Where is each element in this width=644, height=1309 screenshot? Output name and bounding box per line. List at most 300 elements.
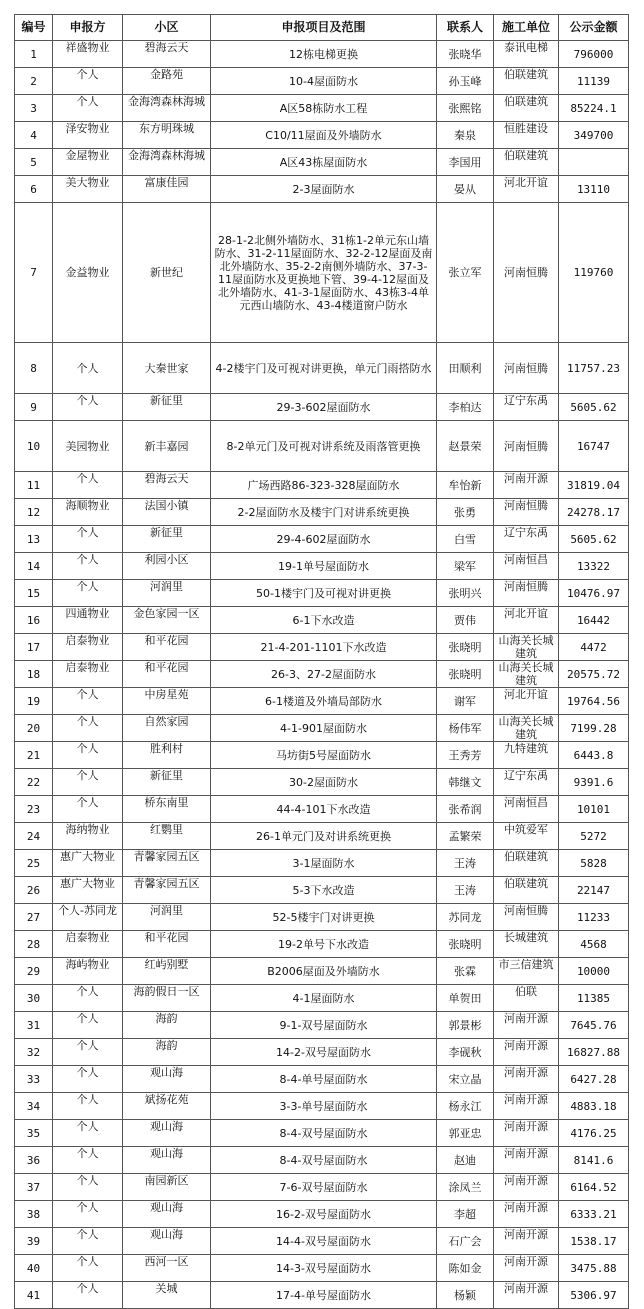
row-builder-text: 河南开源: [504, 1012, 548, 1025]
row-builder-text: 河南开源: [504, 1255, 548, 1268]
row-community: [123, 580, 211, 607]
row-community-text: 观山海: [150, 1066, 183, 1079]
row-amount-text: 11757.23: [567, 361, 620, 375]
row-amount: [559, 634, 629, 661]
row-community: [123, 149, 211, 176]
row-community: [123, 1228, 211, 1255]
row-builder-text: 河南恒腾: [504, 499, 548, 512]
row-amount-text: 10000: [576, 964, 611, 978]
row-project: [211, 1255, 437, 1282]
row-project-text: 8-4-双号屋面防水: [279, 1153, 368, 1167]
row-contact: [437, 343, 494, 394]
row-amount: [559, 343, 629, 394]
row-project-text: 10-4屋面防水: [289, 74, 358, 88]
row-applicant: [53, 1255, 123, 1282]
row-id: [15, 343, 53, 394]
row-contact-text: 秦泉: [454, 128, 476, 142]
row-id-text: 33: [26, 1072, 41, 1086]
row-applicant: [53, 958, 123, 985]
row-applicant: [53, 661, 123, 688]
row-contact-text: 李柏达: [448, 400, 482, 414]
row-applicant-text: 个人: [76, 1201, 99, 1214]
row-builder: [494, 985, 559, 1012]
row-amount: [559, 1282, 629, 1309]
row-applicant: [53, 796, 123, 823]
row-id-text: 16: [26, 613, 41, 627]
row-applicant-text: 惠广大物业: [60, 877, 115, 890]
row-project-text: 9-1-双号屋面防水: [279, 1018, 368, 1032]
row-contact: [437, 1039, 494, 1066]
row-id: [15, 688, 53, 715]
row-id: [15, 580, 53, 607]
row-id: [15, 877, 53, 904]
row-builder-text: 恒胜建设: [504, 122, 548, 135]
row-id-text: 31: [26, 1018, 41, 1032]
row-project: [211, 769, 437, 796]
row-project: [211, 904, 437, 931]
table-row: [15, 607, 629, 634]
row-amount-text: 7645.76: [570, 1018, 617, 1032]
row-amount: [559, 176, 629, 203]
row-community-text: 金路苑: [150, 68, 183, 81]
row-amount: [559, 1147, 629, 1174]
row-community-text: 海韵: [155, 1039, 178, 1052]
row-id-text: 18: [26, 667, 41, 681]
row-id: [15, 472, 53, 499]
row-id-text: 39: [26, 1234, 41, 1248]
row-contact-text: 王涛: [454, 883, 476, 897]
row-builder-text: 伯联建筑: [504, 68, 548, 81]
row-project-text: 6-1下水改造: [292, 613, 355, 627]
row-applicant-text: 个人: [76, 1039, 99, 1052]
row-builder-text: 河南开源: [504, 1228, 548, 1241]
row-community-text: 青馨家园五区: [133, 850, 200, 863]
table-row: [15, 526, 629, 553]
row-amount: [559, 742, 629, 769]
row-contact: [437, 421, 494, 472]
row-project: [211, 149, 437, 176]
row-applicant: [53, 394, 123, 421]
row-id: [15, 1201, 53, 1228]
row-applicant-text: 个人: [76, 1147, 99, 1160]
row-amount-text: 4568: [580, 937, 607, 951]
row-amount: [559, 796, 629, 823]
row-contact-text: 杨颖: [454, 1288, 476, 1302]
row-id-text: 17: [26, 640, 41, 654]
row-project-text: 14-3-双号屋面防水: [276, 1261, 371, 1275]
row-contact-text: 张晓华: [448, 47, 482, 61]
row-contact-text: 赵景荣: [448, 439, 482, 453]
row-contact: [437, 634, 494, 661]
row-applicant: [53, 1066, 123, 1093]
row-id: [15, 122, 53, 149]
row-amount-text: 13322: [576, 559, 611, 573]
row-community: [123, 1255, 211, 1282]
row-contact: [437, 1120, 494, 1147]
row-amount-text: 4472: [580, 640, 607, 654]
row-builder: [494, 1039, 559, 1066]
row-builder: [494, 1174, 559, 1201]
row-applicant-text: 泽安物业: [65, 122, 110, 135]
row-builder: [494, 1255, 559, 1282]
table-row: [15, 985, 629, 1012]
row-amount: [559, 394, 629, 421]
row-contact: [437, 472, 494, 499]
row-id-text: 14: [26, 559, 41, 573]
row-applicant: [53, 1039, 123, 1066]
row-contact: [437, 877, 494, 904]
row-id-text: 3: [30, 101, 37, 115]
row-project: [211, 176, 437, 203]
row-builder-text: 辽宁东禹: [504, 769, 548, 782]
row-amount-text: 6427.28: [570, 1072, 617, 1086]
row-amount-text: 5306.97: [570, 1288, 617, 1302]
row-amount: [559, 68, 629, 95]
row-community: [123, 769, 211, 796]
row-amount: [559, 688, 629, 715]
row-project: [211, 472, 437, 499]
row-community: [123, 394, 211, 421]
row-amount: [559, 769, 629, 796]
row-amount-text: 5828: [580, 856, 607, 870]
row-builder: [494, 1120, 559, 1147]
row-community-text: 利园小区: [144, 553, 189, 566]
table-row: [15, 343, 629, 394]
row-amount-text: 1538.17: [570, 1234, 617, 1248]
row-project-text: 21-4-201-1101下水改造: [260, 640, 387, 654]
row-contact-text: 张明兴: [448, 586, 482, 600]
row-amount: [559, 607, 629, 634]
row-builder-text: 河南开源: [504, 1120, 548, 1133]
row-project-text: A区43栋屋面防水: [279, 155, 368, 169]
row-builder: [494, 661, 559, 688]
row-applicant-text: 启泰物业: [65, 661, 110, 674]
row-builder-text: 河南恒腾: [504, 580, 548, 593]
row-community-text: 和平花园: [144, 661, 189, 674]
row-amount: [559, 41, 629, 68]
header-builder: 施工单位: [494, 15, 559, 41]
row-contact-text: 田顺利: [448, 361, 482, 375]
row-project-text: 16-2-双号屋面防水: [276, 1207, 371, 1221]
row-project: [211, 850, 437, 877]
row-id: [15, 796, 53, 823]
row-project: [211, 580, 437, 607]
row-amount: [559, 1039, 629, 1066]
row-applicant-text: 个人-苏同龙: [58, 904, 117, 917]
row-id: [15, 985, 53, 1012]
row-applicant-text: 个人: [76, 1066, 99, 1079]
row-builder: [494, 149, 559, 176]
table-row: [15, 580, 629, 607]
row-amount: [559, 203, 629, 343]
row-id-text: 8: [30, 361, 37, 375]
row-builder-text: 河南开源: [504, 472, 548, 485]
row-applicant: [53, 931, 123, 958]
row-builder-text: 河南开源: [504, 1174, 548, 1187]
row-applicant: [53, 742, 123, 769]
row-id: [15, 715, 53, 742]
row-id-text: 23: [26, 802, 41, 816]
row-applicant: [53, 1228, 123, 1255]
row-builder: [494, 122, 559, 149]
row-applicant: [53, 580, 123, 607]
row-project: [211, 823, 437, 850]
row-community: [123, 343, 211, 394]
row-amount: [559, 1066, 629, 1093]
row-id: [15, 95, 53, 122]
row-builder-text: 河南恒腾: [504, 904, 548, 917]
row-project: [211, 1120, 437, 1147]
row-builder-text: 河北开谊: [504, 176, 548, 189]
row-applicant: [53, 149, 123, 176]
row-community: [123, 553, 211, 580]
row-community-text: 河润里: [150, 580, 183, 593]
table-row: [15, 41, 629, 68]
row-community-text: 新征里: [150, 769, 183, 782]
row-contact: [437, 149, 494, 176]
row-amount-text: 3475.88: [570, 1261, 617, 1275]
row-project-text: 30-2屋面防水: [289, 775, 358, 789]
row-contact: [437, 1282, 494, 1309]
table-body: [15, 41, 629, 1309]
row-builder: [494, 769, 559, 796]
row-contact-text: 梁军: [454, 559, 476, 573]
row-community-text: 金海湾森林海城: [128, 95, 205, 108]
row-contact-text: 赵迪: [454, 1153, 476, 1167]
row-amount-text: 11385: [576, 991, 611, 1005]
row-project: [211, 1039, 437, 1066]
row-contact: [437, 1147, 494, 1174]
row-id: [15, 1066, 53, 1093]
row-community: [123, 1039, 211, 1066]
row-community: [123, 877, 211, 904]
row-id: [15, 526, 53, 553]
row-amount-text: 7199.28: [570, 721, 617, 735]
row-id: [15, 1012, 53, 1039]
row-project-text: 29-3-602屋面防水: [276, 400, 371, 414]
row-builder-text: 河南开源: [504, 1201, 548, 1214]
row-contact: [437, 931, 494, 958]
row-project: [211, 1093, 437, 1120]
row-builder-text: 河南开源: [504, 1147, 548, 1160]
row-contact: [437, 796, 494, 823]
row-amount: [559, 1255, 629, 1282]
row-project-text: 12栋电梯更换: [289, 47, 358, 61]
row-id-text: 37: [26, 1180, 41, 1194]
row-builder-text: 泰讯电梯: [504, 41, 548, 54]
row-builder: [494, 742, 559, 769]
row-applicant-text: 个人: [76, 68, 99, 81]
row-amount: [559, 95, 629, 122]
row-amount-text: 5272: [580, 829, 607, 843]
row-id: [15, 553, 53, 580]
row-builder-text: 市三信建筑: [498, 958, 554, 971]
row-contact-text: 白雪: [454, 532, 476, 546]
row-contact: [437, 1012, 494, 1039]
row-applicant: [53, 607, 123, 634]
row-project-text: 19-2单号下水改造: [278, 937, 369, 951]
row-contact-text: 张希润: [448, 802, 482, 816]
row-builder: [494, 176, 559, 203]
row-builder: [494, 95, 559, 122]
row-contact-text: 张熙铭: [448, 101, 482, 115]
row-applicant-text: 个人: [76, 742, 99, 755]
row-contact-text: 陈如金: [448, 1261, 482, 1275]
row-amount-text: 22147: [576, 883, 611, 897]
header-row: [15, 15, 629, 41]
row-id-text: 40: [26, 1261, 41, 1275]
row-applicant-text: 个人: [76, 95, 99, 108]
row-contact: [437, 95, 494, 122]
row-contact: [437, 1201, 494, 1228]
row-id-text: 4: [30, 128, 37, 142]
row-builder-text: 河南开源: [504, 1066, 548, 1079]
row-contact: [437, 742, 494, 769]
row-applicant: [53, 526, 123, 553]
row-builder-text: 九特建筑: [504, 742, 548, 755]
row-community: [123, 904, 211, 931]
row-community: [123, 661, 211, 688]
row-applicant: [53, 553, 123, 580]
row-amount-text: 11233: [576, 910, 611, 924]
row-amount-text: 13110: [576, 182, 611, 196]
row-project: [211, 931, 437, 958]
row-id: [15, 499, 53, 526]
row-id: [15, 41, 53, 68]
row-contact-text: 涂凤兰: [448, 1180, 482, 1194]
row-applicant: [53, 850, 123, 877]
row-community-text: 大秦世家: [144, 361, 189, 375]
row-community-text: 金色家园一区: [133, 607, 200, 620]
table-row: [15, 95, 629, 122]
row-community-text: 东方明珠城: [139, 122, 194, 135]
row-community-text: 和平花园: [144, 634, 189, 647]
row-builder-text: 河南恒腾: [504, 439, 548, 453]
row-builder: [494, 931, 559, 958]
row-id-text: 28: [26, 937, 41, 951]
row-builder: [494, 1201, 559, 1228]
row-community: [123, 1147, 211, 1174]
row-id: [15, 823, 53, 850]
row-community: [123, 1093, 211, 1120]
row-amount-text: 119760: [573, 266, 614, 279]
row-builder-text: 山海关长城建筑: [498, 634, 554, 660]
row-applicant: [53, 95, 123, 122]
row-id-text: 6: [30, 182, 37, 196]
row-amount: [559, 1093, 629, 1120]
row-community-text: 河润里: [150, 904, 183, 917]
row-applicant: [53, 499, 123, 526]
row-contact: [437, 68, 494, 95]
row-contact-text: 牟怡新: [448, 478, 482, 492]
row-amount: [559, 1012, 629, 1039]
row-applicant: [53, 1093, 123, 1120]
row-contact-text: 石广会: [448, 1234, 482, 1248]
row-community: [123, 1201, 211, 1228]
row-amount: [559, 904, 629, 931]
row-builder: [494, 553, 559, 580]
table-row: [15, 661, 629, 688]
row-contact: [437, 607, 494, 634]
row-applicant-text: 个人: [76, 1228, 99, 1241]
row-contact: [437, 688, 494, 715]
row-builder: [494, 41, 559, 68]
row-id: [15, 1174, 53, 1201]
row-id-text: 5: [30, 155, 37, 169]
row-builder: [494, 1282, 559, 1309]
row-amount: [559, 580, 629, 607]
header-id: 编号: [15, 15, 53, 41]
row-community-text: 桥东南里: [144, 796, 189, 809]
row-id-text: 21: [26, 748, 41, 762]
row-community: [123, 931, 211, 958]
row-contact: [437, 122, 494, 149]
row-id-text: 11: [26, 478, 41, 492]
row-community: [123, 176, 211, 203]
row-amount-text: 8141.6: [573, 1153, 614, 1167]
row-community: [123, 421, 211, 472]
row-amount-text: 4176.25: [570, 1126, 617, 1140]
row-builder-text: 伯联建筑: [504, 95, 548, 108]
row-builder: [494, 850, 559, 877]
public-notice-table: [14, 14, 629, 1309]
row-project-text: 7-6-双号屋面防水: [279, 1180, 368, 1194]
table-row: [15, 634, 629, 661]
row-project-text: 44-4-101下水改造: [276, 802, 371, 816]
row-applicant: [53, 634, 123, 661]
table-row: [15, 931, 629, 958]
row-applicant-text: 海纳物业: [65, 823, 110, 836]
row-amount-text: 20575.72: [567, 667, 620, 681]
row-id-text: 41: [26, 1288, 41, 1302]
row-id: [15, 176, 53, 203]
row-applicant-text: 个人: [76, 526, 99, 539]
row-community-text: 观山海: [150, 1201, 183, 1214]
row-contact: [437, 1255, 494, 1282]
row-amount: [559, 1174, 629, 1201]
row-applicant-text: 启泰物业: [65, 931, 110, 944]
row-amount-text: 5605.62: [570, 400, 617, 414]
table-row: [15, 1066, 629, 1093]
row-applicant-text: 个人: [76, 1012, 99, 1025]
row-amount: [559, 958, 629, 985]
row-community: [123, 1012, 211, 1039]
row-community: [123, 688, 211, 715]
row-community-text: 新世纪: [150, 266, 183, 279]
row-id: [15, 203, 53, 343]
row-community: [123, 1174, 211, 1201]
row-project-text: 马坊街5号屋面防水: [276, 748, 371, 762]
row-project: [211, 95, 437, 122]
row-community-text: 法国小镇: [144, 499, 189, 512]
row-amount: [559, 1228, 629, 1255]
row-builder-text: 伯联建筑: [504, 877, 548, 890]
table-row: [15, 715, 629, 742]
row-contact-text: 李砚秋: [448, 1045, 482, 1059]
row-amount-text: 11139: [576, 74, 611, 88]
row-id: [15, 607, 53, 634]
row-community: [123, 715, 211, 742]
row-project-text: 8-4-双号屋面防水: [279, 1126, 368, 1140]
row-applicant: [53, 176, 123, 203]
row-project-text: C10/11屋面及外墙防水: [265, 128, 382, 142]
row-project: [211, 1201, 437, 1228]
row-project: [211, 526, 437, 553]
row-contact-text: 张晓明: [448, 667, 482, 681]
row-applicant: [53, 985, 123, 1012]
row-community: [123, 95, 211, 122]
row-applicant: [53, 1147, 123, 1174]
